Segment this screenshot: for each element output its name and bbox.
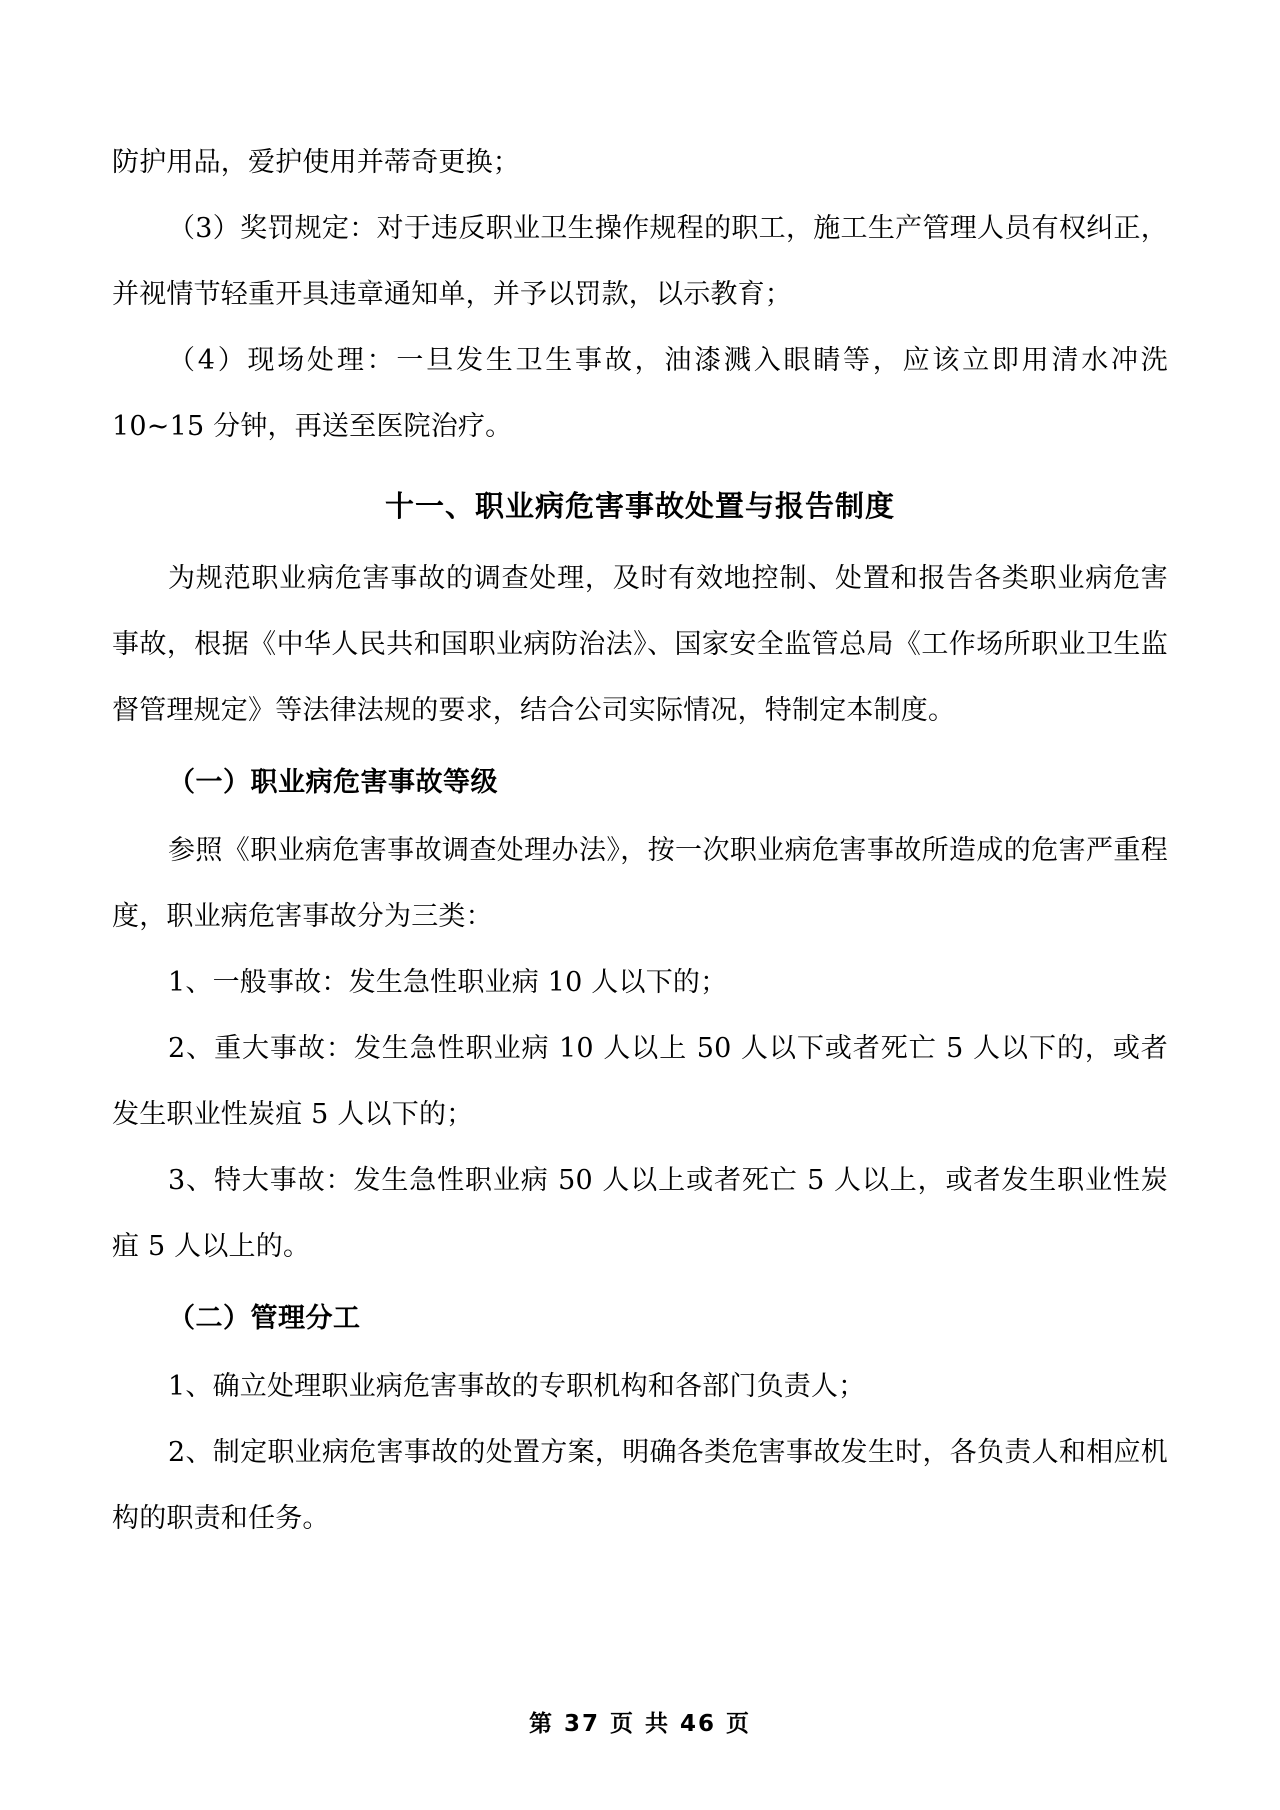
paragraph-level-major: 2、重大事故：发生急性职业病 10 人以上 50 人以下或者死亡 5 人以下的，或者发生职业性炭疽 5 人以下的； — [112, 1033, 1168, 1130]
paragraph-duty-2: 2、制定职业病危害事故的处置方案，明确各类危害事故发生时，各负责人和相应机构的职责和任务。 — [112, 1437, 1168, 1534]
paragraph-protective-equipment: 防护用品，爱护使用并蒂奇更换； — [112, 147, 520, 178]
paragraph-classification-basis: 参照《职业病危害事故调查处理办法》，按一次职业病危害事故所造成的危害严重程度，职业病危害事故分为三类： — [112, 835, 1168, 932]
subsection-heading-two: （二）管理分工 — [168, 1303, 361, 1334]
section-heading: 十一、职业病危害事故处置与报告制度 — [384, 489, 895, 523]
paragraph-duty-1: 1、确立处理职业病危害事故的专职机构和各部门负责人； — [168, 1371, 866, 1402]
paragraph-site-handling: （4）现场处理：一旦发生卫生事故，油漆溅入眼睛等，应该立即用清水冲洗 10~15 分钟，再送至医院治疗。 — [112, 345, 1168, 442]
page-footer: 第 37 页 共 46 页 — [528, 1711, 752, 1737]
subsection-heading-one: （一）职业病危害事故等级 — [168, 767, 498, 798]
paragraph-reward-punishment: （3）奖罚规定：对于违反职业卫生操作规程的职工，施工生产管理人员有权纠正，并视情节轻重开具违章通知单，并予以罚款，以示教育； — [112, 213, 1168, 310]
paragraph-purpose: 为规范职业病危害事故的调查处理，及时有效地控制、处置和报告各类职业病危害事故，根据《中华人民共和国职业病防治法》、国家安全监管总局《工作场所职业卫生监督管理规定》等法律法规的要求，结合公司实际情况，特制定本制度。 — [112, 563, 1168, 726]
paragraph-level-extra: 3、特大事故：发生急性职业病 50 人以上或者死亡 5 人以上，或者发生职业性炭疽 5 人以上的。 — [112, 1165, 1168, 1262]
paragraph-level-general: 1、一般事故：发生急性职业病 10 人以下的； — [168, 967, 728, 998]
page-body — [112, 130, 1168, 1552]
